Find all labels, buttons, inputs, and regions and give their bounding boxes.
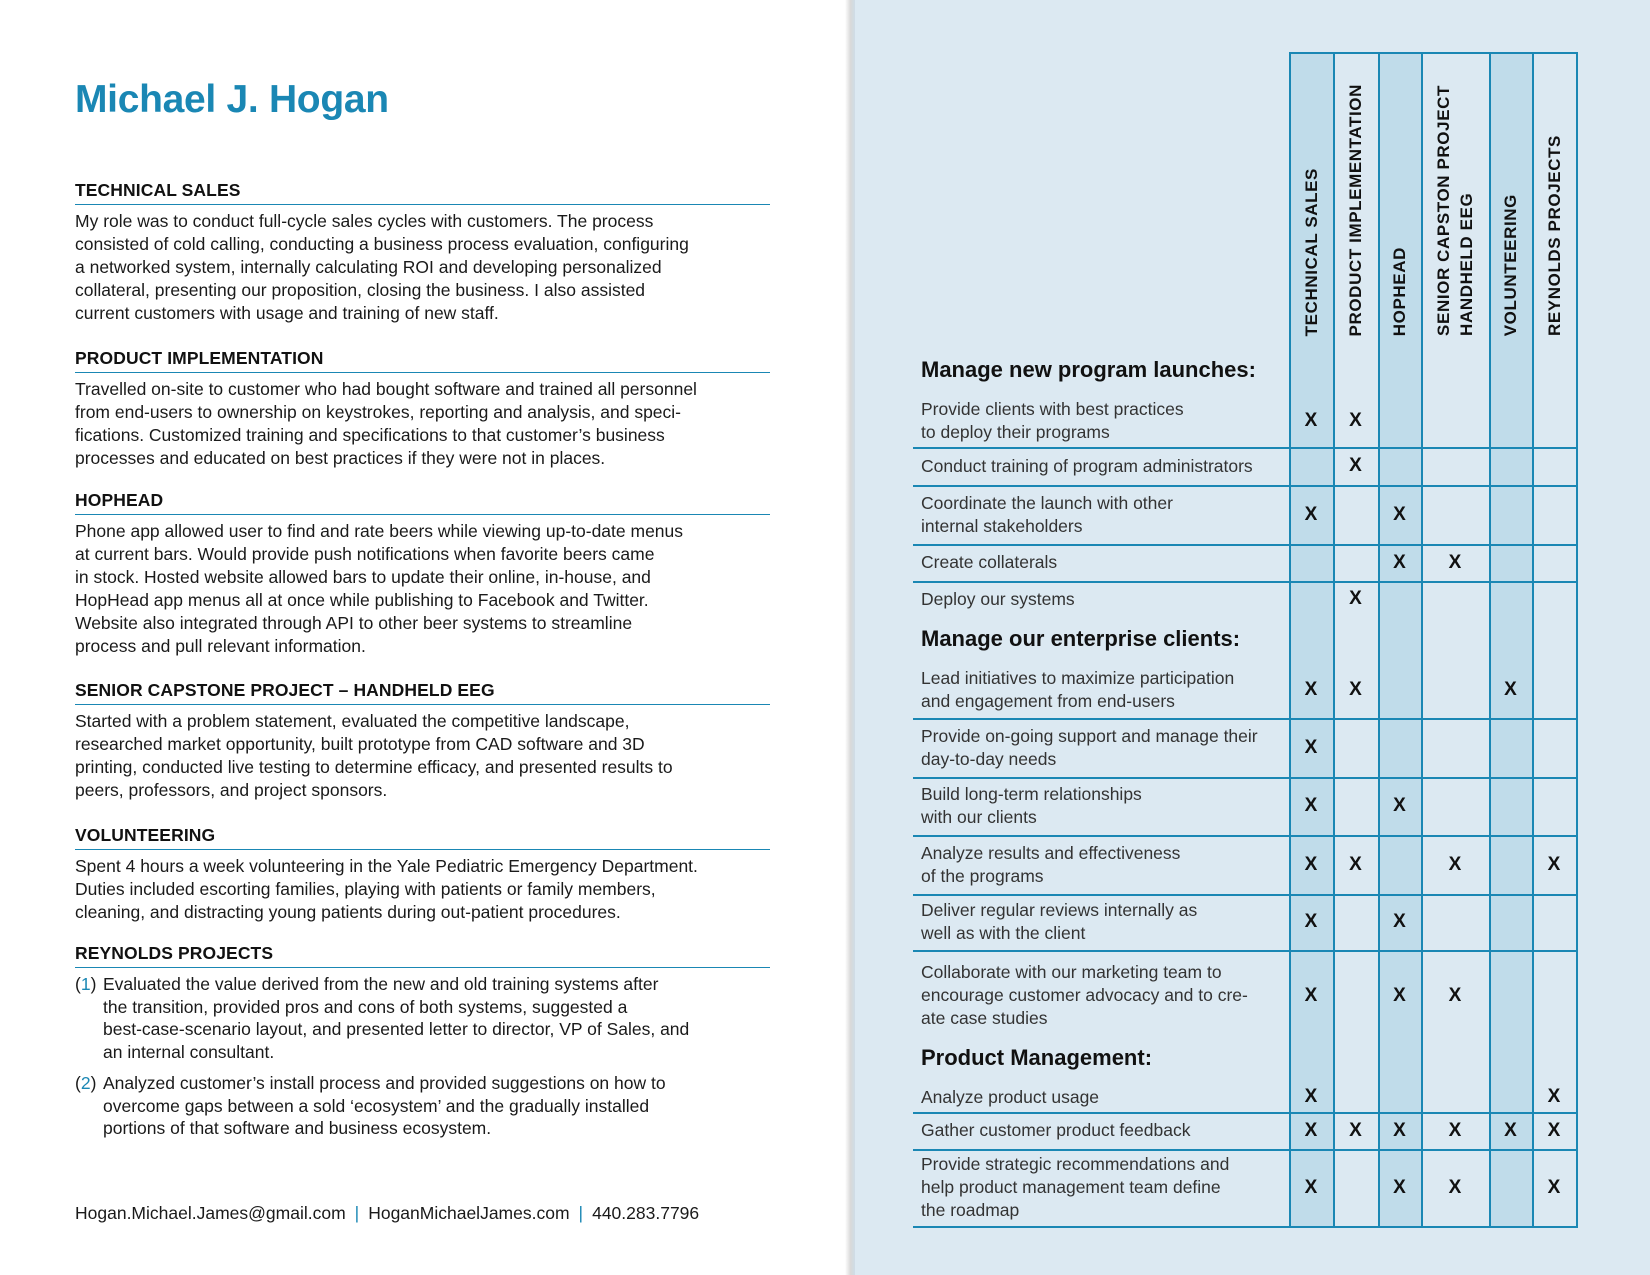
section-title: REYNOLDS PROJECTS xyxy=(75,943,770,968)
numbered-item xyxy=(75,973,770,1063)
check-mark: X xyxy=(1349,1119,1362,1141)
item-text-line: overcome gaps between a sold ‘ecosystem’ and the gradually installed xyxy=(103,1095,650,1116)
section-text-line: in stock. Hosted website allowed bars to update their online, in-house, and xyxy=(75,567,651,587)
section-text-line: process and pull relevant information. xyxy=(75,636,366,656)
section-text-line: peers, professors, and project sponsors. xyxy=(75,780,388,800)
item-number-value: 1 xyxy=(80,974,91,994)
row-divider xyxy=(913,777,1578,779)
column-divider xyxy=(1576,52,1578,1226)
column-divider xyxy=(1333,52,1335,1226)
check-mark: X xyxy=(1547,853,1561,875)
row-label: Collaborate with our marketing team to encourage customer advocacy and to cre- ate case studies xyxy=(921,962,1248,1028)
check-mark: X xyxy=(1393,984,1406,1006)
check-mark: X xyxy=(1349,588,1362,609)
row-label: Lead initiatives to maximize participation and engagement from end-users xyxy=(921,667,1235,711)
group-title: Manage new program launches: xyxy=(921,357,1256,382)
column-header xyxy=(1489,60,1532,336)
check-mark: X xyxy=(1547,1176,1561,1198)
row-label: Analyze results and effectiveness of the programs xyxy=(921,842,1181,886)
row-label: Build long-term relationships with our clients xyxy=(921,784,1142,827)
section-text-line: processes and educated on best practices if they were not in places. xyxy=(75,448,606,468)
section-title: HOPHEAD xyxy=(75,490,770,515)
check-mark: X xyxy=(1504,678,1517,700)
page-fold-shadow xyxy=(845,0,855,1275)
resume-section xyxy=(75,680,770,802)
column-header-label: TECHNICAL SALES xyxy=(1301,167,1321,336)
section-text-line: Phone app allowed user to find and rate beers while viewing up-to-date menus xyxy=(75,521,684,541)
column-divider xyxy=(1289,52,1291,1226)
row-divider xyxy=(913,544,1578,546)
resume-section xyxy=(75,348,770,470)
section-text-line: printing, conducted live testing to determine efficacy, and presented results to xyxy=(75,757,673,777)
contact-separator: | xyxy=(354,1203,360,1223)
item-number: (1) xyxy=(75,974,97,994)
item-text-line: the transition, provided pros and cons of both systems, suggested a xyxy=(103,996,628,1017)
row-divider xyxy=(913,835,1578,837)
row-label: Provide on-going support and manage their day-to-day needs xyxy=(921,725,1258,769)
section-text-line: Started with a problem statement, evaluated the competitive landscape, xyxy=(75,711,630,731)
contact-separator: | xyxy=(578,1203,584,1223)
section-text-line: consisted of cold calling, conducting a business process evaluation, configuring xyxy=(75,234,689,254)
section-text-line: Duties included escorting families, playing with patients or family members, xyxy=(75,879,656,899)
column-header xyxy=(1532,60,1576,336)
check-mark: X xyxy=(1448,984,1462,1006)
row-divider xyxy=(913,718,1578,720)
item-text-line: an internal consultant. xyxy=(103,1041,275,1062)
check-mark: X xyxy=(1349,409,1362,431)
check-mark: X xyxy=(1304,1119,1318,1141)
column-divider xyxy=(1421,52,1423,1226)
column-divider xyxy=(1489,52,1491,1226)
contact-website[interactable]: HoganMichaelJames.com xyxy=(368,1203,570,1223)
group-title: Manage our enterprise clients: xyxy=(921,626,1241,651)
section-title: SENIOR CAPSTONE PROJECT – HANDHELD EEG xyxy=(75,680,770,705)
section-body xyxy=(75,205,770,325)
row-divider xyxy=(913,950,1578,952)
check-mark: X xyxy=(1448,1176,1462,1198)
item-number-value: 2 xyxy=(80,1073,91,1093)
section-text-line: Travelled on-site to customer who had bought software and trained all personnel xyxy=(75,379,697,399)
section-text-line: from end-users to ownership on keystrokes, reporting and analysis, and speci- xyxy=(75,402,681,422)
check-mark: X xyxy=(1448,551,1462,573)
row-divider xyxy=(913,1112,1578,1114)
row-label: Deliver regular reviews internally as well as with the client xyxy=(921,900,1198,943)
section-text-line: collateral, presenting our proposition, closing the business. I also assisted xyxy=(75,280,646,300)
row-divider xyxy=(913,485,1578,487)
section-text-line: a networked system, internally calculating ROI and developing personalized xyxy=(75,257,662,277)
section-text-line: Website also integrated through API to other beer systems to streamline xyxy=(75,613,633,633)
section-text-line: cleaning, and distracting young patients during out-patient procedures. xyxy=(75,902,621,922)
check-mark: X xyxy=(1393,551,1406,573)
column-header-label: SENIOR CAPSTON PROJECT HANDHELD EEG xyxy=(1434,85,1476,336)
check-mark: X xyxy=(1304,1176,1318,1198)
section-body xyxy=(75,373,770,470)
contact-phone[interactable]: 440.283.7796 xyxy=(592,1203,700,1223)
check-mark: X xyxy=(1547,1119,1561,1141)
group-title: Product Management: xyxy=(921,1045,1153,1070)
row-divider xyxy=(913,1226,1578,1228)
row-label: Analyze product usage xyxy=(921,1086,1100,1107)
row-divider xyxy=(913,581,1578,583)
row-label: Conduct training of program administrators xyxy=(921,455,1253,476)
row-label: Provide strategic recommendations and help product management team define the roadmap xyxy=(921,1154,1230,1220)
column-header-label: REYNOLDS PROJECTS xyxy=(1544,134,1564,336)
row-label: Deploy our systems xyxy=(921,588,1075,609)
check-mark: X xyxy=(1349,678,1362,700)
column-header xyxy=(1289,60,1333,336)
section-text-line: current customers with usage and training of new staff. xyxy=(75,303,499,323)
section-body xyxy=(75,515,770,658)
resume-section xyxy=(75,180,770,325)
contact-line xyxy=(75,1203,699,1224)
numbered-item xyxy=(75,1072,770,1140)
column-divider xyxy=(1532,52,1534,1226)
check-mark: X xyxy=(1349,853,1362,875)
section-title: TECHNICAL SALES xyxy=(75,180,770,205)
check-mark: X xyxy=(1504,1119,1517,1141)
section-text-line: fications. Customized training and specifications to that customer’s business xyxy=(75,425,665,445)
check-mark: X xyxy=(1448,853,1462,875)
row-label: Coordinate the launch with other internal stakeholders xyxy=(921,492,1173,536)
check-mark: X xyxy=(1304,911,1318,932)
check-mark: X xyxy=(1448,1119,1462,1141)
check-mark: X xyxy=(1304,503,1318,525)
column-divider xyxy=(1378,52,1380,1226)
resume-section xyxy=(75,825,770,924)
section-title: PRODUCT IMPLEMENTATION xyxy=(75,348,770,373)
check-mark: X xyxy=(1393,795,1406,816)
column-header-label: VOLUNTEERING xyxy=(1501,193,1520,336)
column-header-label: PRODUCT IMPLEMENTATION xyxy=(1346,83,1365,336)
row-divider xyxy=(913,447,1578,449)
item-text-line: portions of that software and business ecosystem. xyxy=(103,1118,492,1138)
check-mark: X xyxy=(1304,795,1318,816)
row-label: Create collaterals xyxy=(921,552,1058,572)
resume-section xyxy=(75,490,770,658)
check-mark: X xyxy=(1393,1119,1406,1141)
check-mark: X xyxy=(1547,1086,1561,1107)
column-header-label: HOPHEAD xyxy=(1390,246,1409,336)
row-divider xyxy=(913,894,1578,896)
column-header xyxy=(1378,60,1421,336)
item-text-line: Evaluated the value derived from the new and old training systems after xyxy=(103,974,659,994)
check-mark: X xyxy=(1304,984,1318,1006)
check-mark: X xyxy=(1304,409,1318,431)
resume-section xyxy=(75,943,770,1149)
item-number: (2) xyxy=(75,1073,97,1093)
row-divider xyxy=(913,1149,1578,1151)
check-mark: X xyxy=(1304,1086,1318,1107)
section-body xyxy=(75,968,770,1140)
row-label: Provide clients with best practices to deploy their programs xyxy=(921,398,1184,442)
check-mark: X xyxy=(1304,853,1318,875)
section-body xyxy=(75,850,770,924)
check-mark: X xyxy=(1304,736,1318,758)
section-text-line: at current bars. Would provide push notifications when favorite beers came xyxy=(75,544,655,564)
contact-email[interactable]: Hogan.Michael.James@gmail.com xyxy=(75,1203,346,1223)
section-body xyxy=(75,705,770,802)
section-text-line: My role was to conduct full-cycle sales cycles with customers. The process xyxy=(75,211,654,231)
item-text-line: best-case-scenario layout, and presented letter to director, VP of Sales, and xyxy=(103,1019,690,1039)
section-text-line: HopHead app menus all at once while publishing to Facebook and Twitter. xyxy=(75,590,649,610)
check-mark: X xyxy=(1393,503,1406,525)
resume-name: Michael J. Hogan xyxy=(75,78,389,121)
section-title: VOLUNTEERING xyxy=(75,825,770,850)
column-header xyxy=(1421,60,1489,336)
check-mark: X xyxy=(1393,911,1406,932)
check-mark: X xyxy=(1393,1176,1406,1198)
section-text-line: researched market opportunity, built prototype from CAD software and 3D xyxy=(75,734,645,754)
row-label: Gather customer product feedback xyxy=(921,1120,1191,1140)
item-text-line: Analyzed customer’s install process and provided suggestions on how to xyxy=(103,1073,666,1093)
check-mark: X xyxy=(1304,678,1318,700)
column-header xyxy=(1333,60,1378,336)
check-mark: X xyxy=(1349,455,1362,476)
section-text-line: Spent 4 hours a week volunteering in the Yale Pediatric Emergency Department. xyxy=(75,856,698,876)
